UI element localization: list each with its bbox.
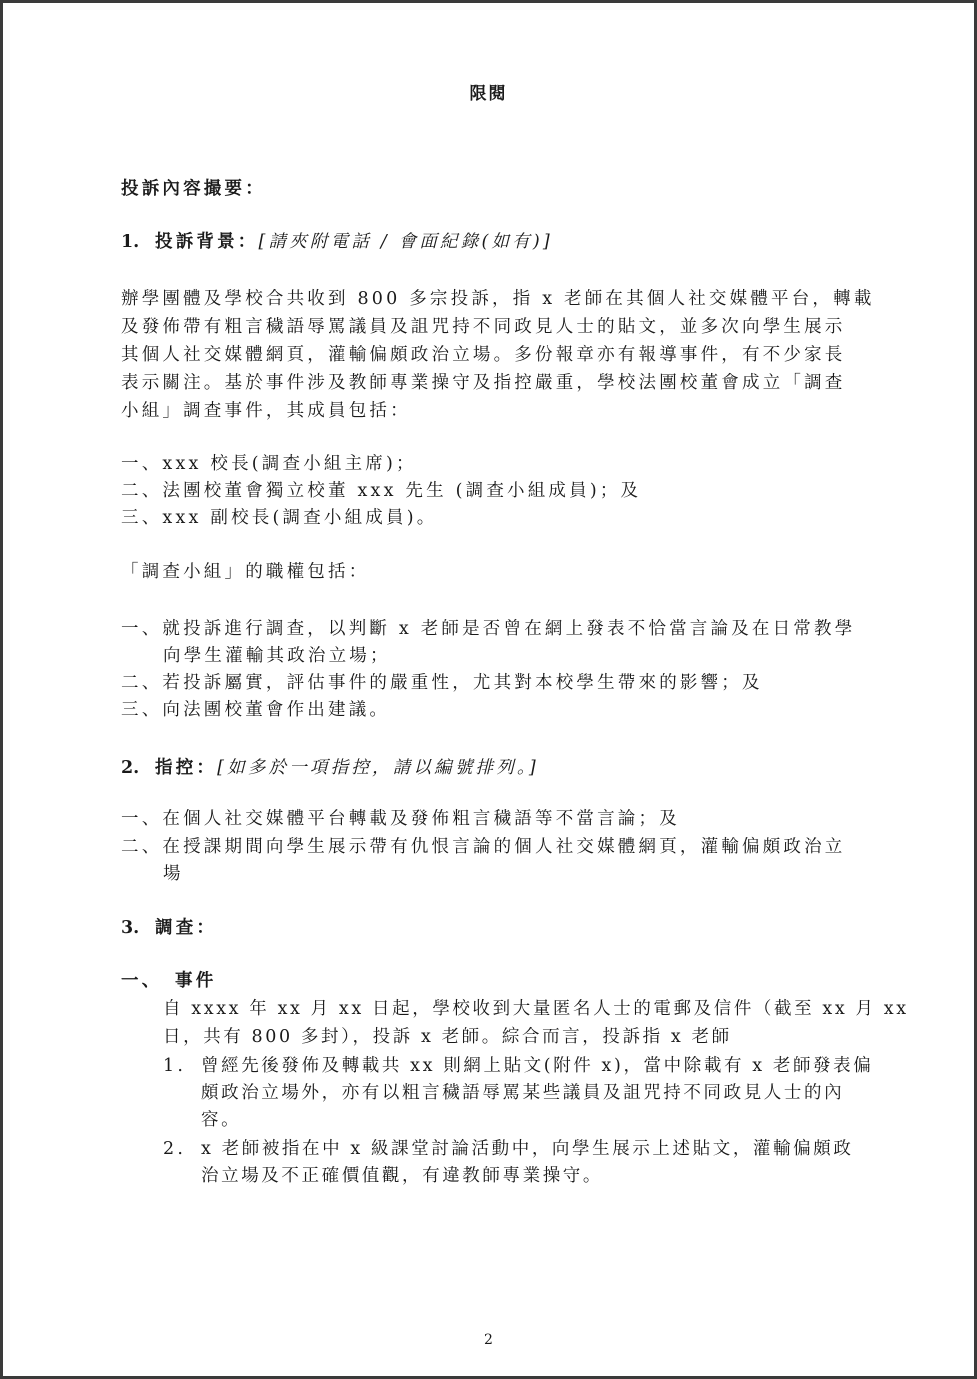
section1-paragraph-line: 小組」調查事件，其成員包括： bbox=[121, 401, 411, 421]
section2-title: 指控： bbox=[155, 758, 218, 778]
summary-title: 投訴內容撮要： bbox=[121, 179, 266, 199]
section3-subheading bbox=[121, 967, 216, 995]
member-item: 三、xxx 副校長(調查小組成員)。 bbox=[121, 508, 438, 528]
allegation-item-continuation: 場 bbox=[163, 864, 184, 884]
event-point-line: x 老師被指在中 x 級課堂討論活動中，向學生展示上述貼文，灌輸偏頗政 bbox=[201, 1139, 854, 1159]
section1-number: 1. bbox=[121, 232, 140, 252]
allegation-item: 二、在授課期間向學生展示帶有仇恨言論的個人社交媒體網頁，灌輸偏頗政治立 bbox=[121, 837, 846, 857]
section1-paragraph-line: 辦學團體及學校合共收到 800 多宗投訴，指 x 老師在其個人社交媒體平台，轉載 bbox=[121, 289, 875, 309]
section1-paragraph-line: 及發佈帶有粗言穢語辱罵議員及詛咒持不同政見人士的貼文，並多次向學生展示 bbox=[121, 317, 846, 337]
member-item: 二、法團校董會獨立校董 xxx 先生 (調查小組成員)；及 bbox=[121, 481, 642, 501]
duty-item: 一、就投訴進行調查，以判斷 x 老師是否曾在網上發表不恰當言論及在日常教學 bbox=[121, 619, 856, 639]
section2-number: 2. bbox=[121, 758, 140, 778]
section1-title: 投訴背景： bbox=[155, 232, 259, 252]
event-point-line: 容。 bbox=[201, 1110, 242, 1130]
page-number: 2 bbox=[484, 1332, 493, 1348]
event-intro-line: 自 xxxx 年 xx 月 xx 日起，學校收到大量匿名人士的電郵及信件（截至 xx 月 xx bbox=[163, 999, 909, 1019]
duty-item: 二、若投訴屬實，評估事件的嚴重性，尤其對本校學生帶來的影響；及 bbox=[121, 673, 763, 693]
section2-note: [如多於一項指控，請以編號排列。] bbox=[217, 758, 539, 778]
section3-heading bbox=[121, 914, 217, 942]
section2-heading bbox=[121, 754, 539, 782]
event-intro-line: 日，共有 800 多封），投訴 x 老師。綜合而言，投訴指 x 老師 bbox=[163, 1027, 732, 1047]
section1-heading bbox=[121, 228, 553, 256]
duty-item: 三、向法團校董會作出建議。 bbox=[121, 700, 391, 720]
confidential-header: 限閱 bbox=[469, 84, 508, 104]
member-item: 一、xxx 校長(調查小組主席)； bbox=[121, 454, 417, 474]
event-point-line: 曾經先後發佈及轉載共 xx 則網上貼文(附件 x)，當中除載有 x 老師發表偏 bbox=[201, 1056, 874, 1076]
duties-title: 「調查小組」的職權包括： bbox=[121, 562, 370, 582]
allegation-item: 一、在個人社交媒體平台轉載及發佈粗言穢語等不當言論；及 bbox=[121, 809, 680, 829]
event-point-number: 1. bbox=[163, 1056, 187, 1076]
section3-sub-number: 一、 bbox=[121, 971, 163, 991]
event-point-number: 2. bbox=[163, 1139, 187, 1159]
event-point-line: 頗政治立場外，亦有以粗言穢語辱罵某些議員及詛咒持不同政見人士的內 bbox=[201, 1083, 845, 1103]
section3-title: 調查： bbox=[155, 918, 218, 938]
section1-paragraph-line: 其個人社交媒體網頁，灌輸偏頗政治立場。多份報章亦有報導事件，有不少家長 bbox=[121, 345, 846, 365]
section1-note: [請夾附電話 / 會面紀錄(如有)] bbox=[258, 232, 553, 252]
event-point-line: 治立場及不正確價值觀，有違教師專業操守。 bbox=[201, 1166, 603, 1186]
section1-paragraph-line: 表示關注。基於事件涉及教師專業操守及指控嚴重，學校法團校董會成立「調查 bbox=[121, 373, 846, 393]
section3-number: 3. bbox=[121, 918, 140, 938]
section3-sub-title: 事件 bbox=[175, 971, 217, 991]
duty-item-continuation: 向學生灌輸其政治立場； bbox=[163, 646, 391, 666]
